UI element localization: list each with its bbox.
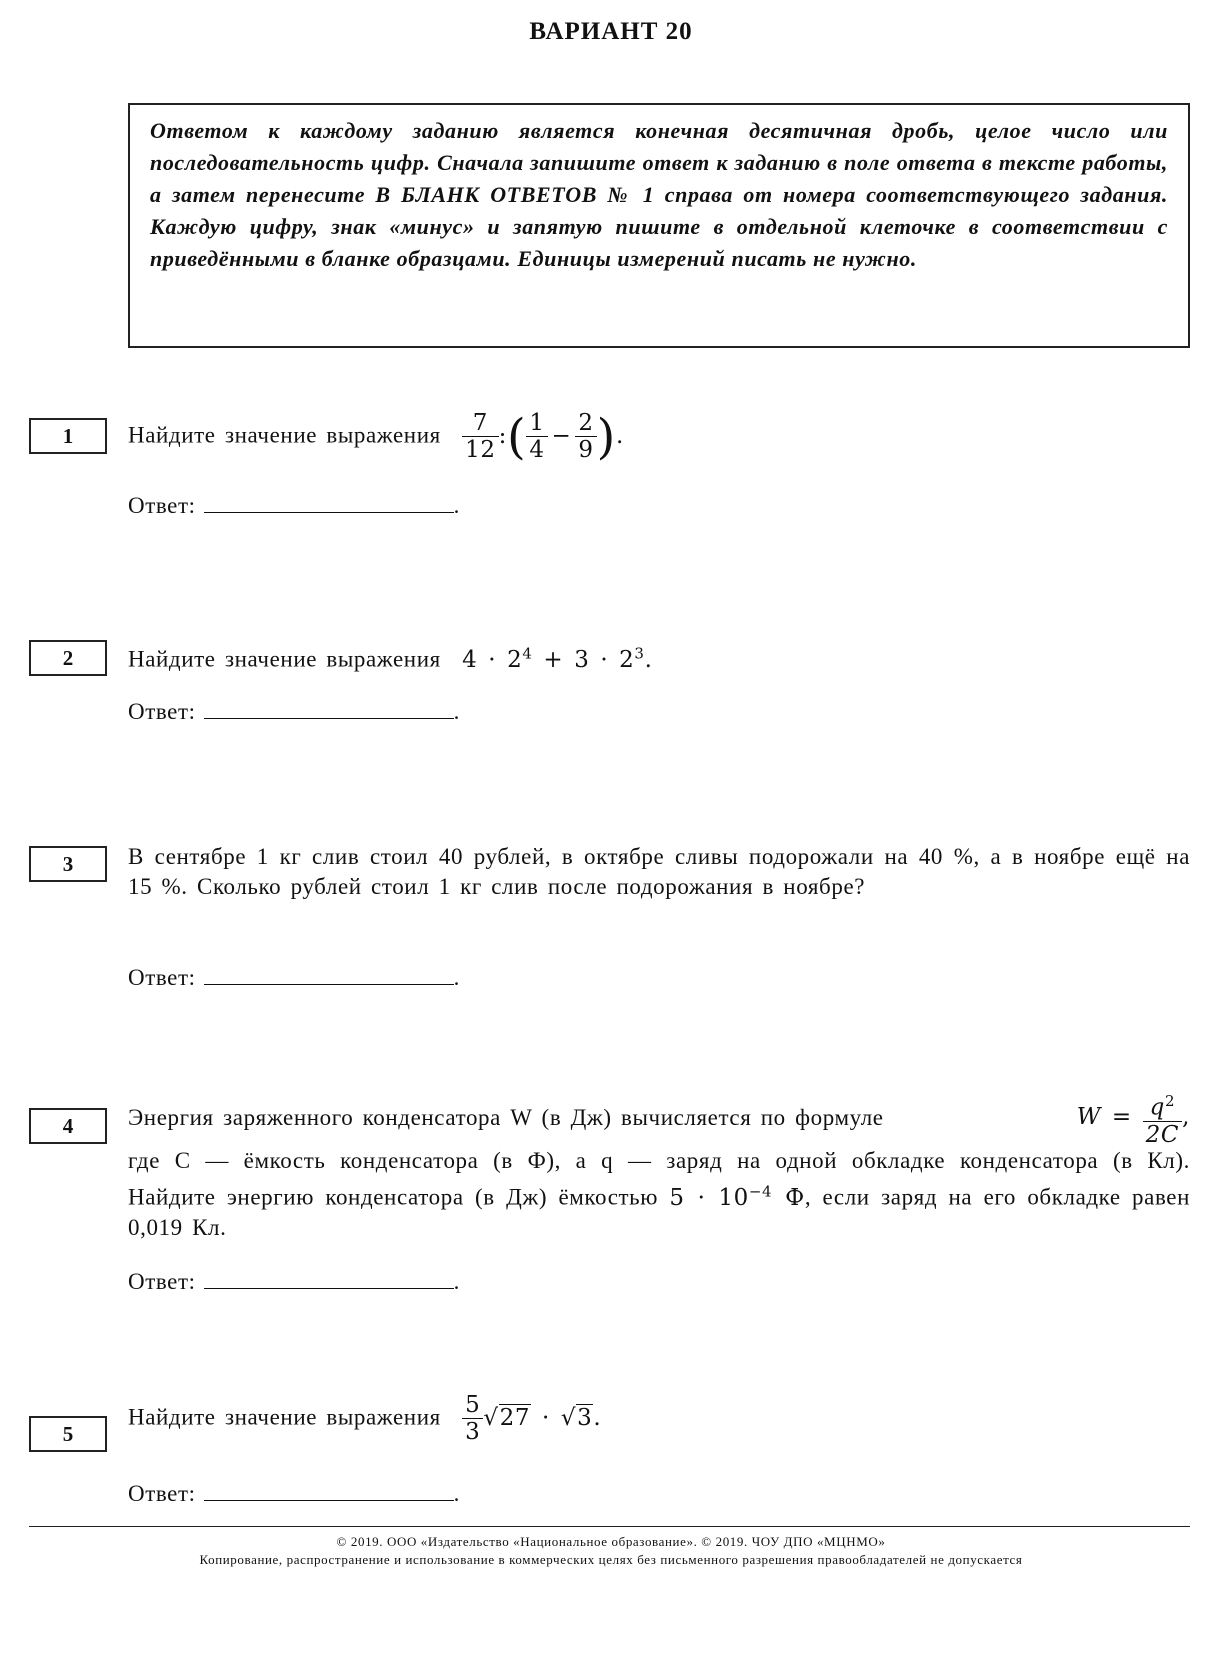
task-text xyxy=(128,638,1190,675)
variant-title: ВАРИАНТ 20 xyxy=(529,18,693,45)
answer-field[interactable]: Ответ: . xyxy=(128,699,460,724)
answer-field[interactable]: Ответ: . xyxy=(128,1269,460,1294)
fraction: $\frac{1}{4}$ xyxy=(526,410,547,463)
fraction: $\frac{7}{12}$ xyxy=(462,410,498,463)
task-number: 3 xyxy=(29,846,107,882)
answer-line[interactable] xyxy=(204,964,454,985)
task-prompt: Найдите значение выражения xyxy=(128,1404,441,1430)
task-prompt: Найдите значение выражения xyxy=(128,646,441,672)
answer-line[interactable] xyxy=(204,1268,454,1289)
answer-line[interactable] xyxy=(204,1480,454,1501)
math-expression: $\frac{5}{3}$ √27 · √3. xyxy=(462,1405,601,1431)
fraction: $\frac{2}{9}$ xyxy=(575,410,596,463)
task-body: где C — ёмкость конденсатора (в Ф), а q — заряд на одной обкладке конденсатора (в Кл). Найдите энергию конденсатора (в Дж) ёмкостью $5 \cdot 10^{-4}$ Ф, если заряд на его обкладке равен 0,019 Кл. xyxy=(128,1148,1191,1240)
answer-field[interactable]: Ответ: . xyxy=(128,1481,460,1506)
task-number: 5 xyxy=(29,1416,107,1452)
task-text xyxy=(128,1090,1190,1243)
fraction: $\frac{5}{3}$ xyxy=(462,1392,483,1445)
capacitance: $5 \cdot 10^{-4}$ Ф xyxy=(669,1182,805,1211)
answer-field[interactable]: Ответ: . xyxy=(128,965,460,990)
task-number: 2 xyxy=(29,640,107,676)
footer-notice: Копирование, распространение и использование в коммерческих целях без письменного разрешения правообладателей не допускается xyxy=(199,1552,1023,1567)
task-text xyxy=(128,410,1190,463)
answer-line[interactable] xyxy=(204,698,454,719)
formula: W = $\frac{q^2}{2C}$ , xyxy=(1077,1088,1190,1148)
math-expression: $\frac{7}{12}$ :( $\frac{1}{4}$ − $\frac{2}{9}$ ). xyxy=(462,423,624,449)
math-expression: $4 \cdot 2^4 + 3 \cdot 2^3$. xyxy=(462,644,653,673)
task-text: В сентябре 1 кг слив стоил 40 рублей, в октябре сливы подорожали на 40 %, а в ноябре ещё на 15 %. Сколько рублей стоил 1 кг слив после подорожания в ноябре? xyxy=(128,844,1190,899)
instructions-box: Ответом к каждому заданию является конечная десятичная дробь, целое число или последовательность цифр. Сначала запишите ответ к заданию в поле ответа в тексте работы, а затем перенесите В БЛАНК ОТВЕТОВ № 1 справа от номера соответствующего задания. Каждую цифру, знак «минус» и запятую пишите в отдельной клеточке в соответствии с приведёнными в бланке образцами. Единицы измерений писать не нужно. xyxy=(128,103,1190,348)
paren-open: ( xyxy=(506,408,527,465)
paren-close: ) xyxy=(596,408,616,465)
task-prompt: Энергия заряженного конденсатора W (в Дж) вычисляется по формуле xyxy=(128,1105,884,1130)
task-number: 1 xyxy=(29,418,107,454)
task-number: 4 xyxy=(29,1108,107,1144)
fraction: $\frac{q^2}{2C}$ xyxy=(1143,1088,1182,1148)
task-text xyxy=(128,1392,1190,1445)
task-prompt: Найдите значение выражения xyxy=(128,422,441,448)
answer-field[interactable]: Ответ: . xyxy=(128,493,460,518)
footer-copyright: © 2019. ООО «Издательство «Национальное образование». © 2019. ЧОУ ДПО «МЦНМО» xyxy=(336,1534,886,1549)
footer-divider xyxy=(29,1526,1190,1527)
answer-line[interactable] xyxy=(204,492,454,513)
